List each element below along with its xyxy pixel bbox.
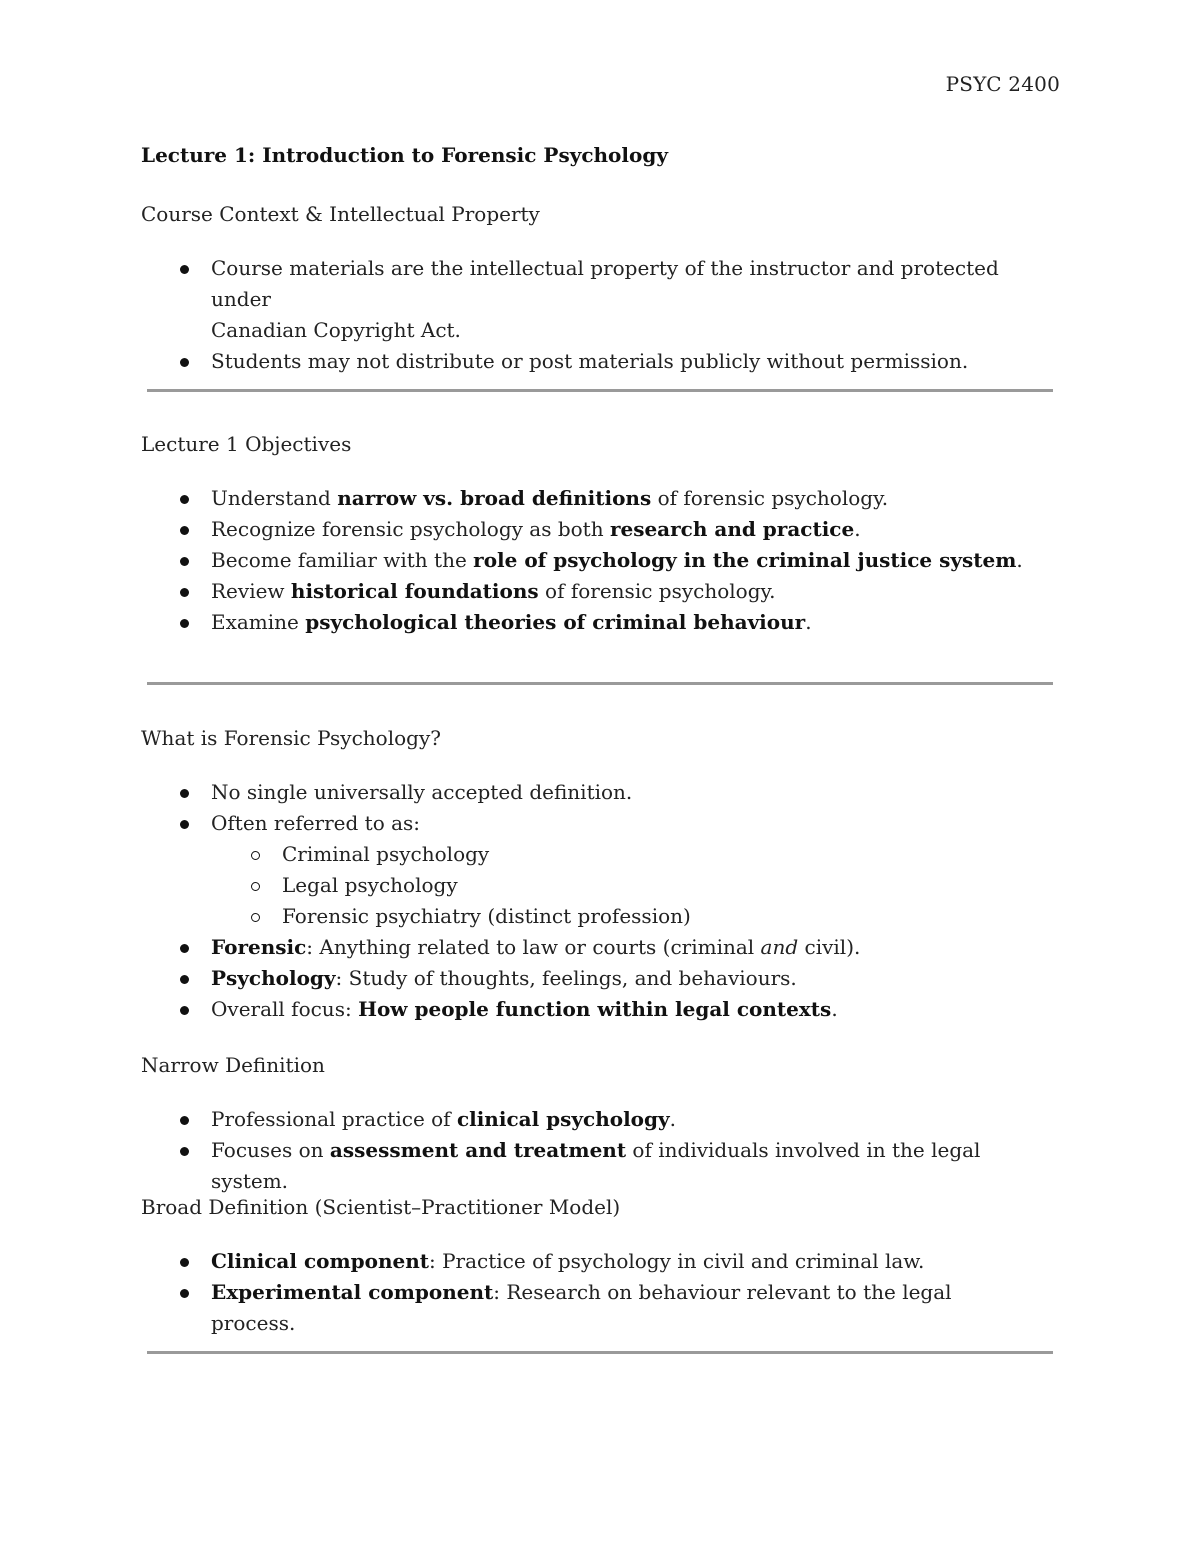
sub-list-item: [211, 839, 1041, 870]
text-run: : Anything related to law or courts (criminal: [306, 935, 761, 959]
section-what-is: [141, 723, 1041, 1025]
sub-list-item: [211, 901, 1041, 932]
italic-text: and: [760, 935, 799, 959]
section-heading: Narrow Definition: [141, 1053, 325, 1077]
list-item-text: Canadian Copyright Act.: [211, 318, 461, 342]
text-run: of individuals involved in the legal system.: [211, 1138, 981, 1193]
text-run: : Study of thoughts, feelings, and behaviours.: [335, 966, 797, 990]
text-run: Become familiar with the: [211, 548, 474, 572]
text-run: Overall focus:: [211, 997, 359, 1021]
list-item: [141, 963, 1041, 994]
section-heading: Course Context & Intellectual Property: [141, 202, 540, 226]
bold-text: historical foundations: [290, 579, 539, 603]
text-run: : Research on behaviour relevant to the legal process.: [211, 1280, 952, 1335]
text-run: Review: [211, 579, 291, 603]
list-item: [141, 1277, 1041, 1339]
bullet-list: [141, 1246, 1041, 1339]
list-item-text: Forensic psychiatry (distinct profession): [282, 904, 691, 928]
bold-text: research and practice: [609, 517, 855, 541]
text-run: .: [854, 517, 861, 541]
list-item: [141, 253, 1041, 346]
list-item: [141, 1104, 1041, 1135]
bold-text: clinical psychology: [456, 1107, 670, 1131]
list-item: [141, 808, 1041, 932]
text-run: .: [805, 610, 812, 634]
bullet-list: [141, 253, 1041, 377]
list-item: [141, 607, 1041, 638]
bullet-list: [141, 483, 1041, 638]
text-run: Examine: [211, 610, 306, 634]
course-code-header: PSYC 2400: [945, 72, 1060, 96]
list-item: [141, 346, 1041, 377]
text-run: Understand: [211, 486, 338, 510]
bold-text: Forensic: [211, 935, 307, 959]
section-divider: [147, 389, 1053, 392]
text-run: Recognize forensic psychology as both: [211, 517, 610, 541]
bold-text: narrow vs. broad definitions: [337, 486, 652, 510]
text-run: of forensic psychology.: [538, 579, 776, 603]
section-heading: What is Forensic Psychology?: [141, 726, 441, 750]
page-title: Lecture 1: Introduction to Forensic Psychology: [141, 143, 668, 167]
list-item: [141, 545, 1041, 576]
list-item-text: Course materials are the intellectual property of the instructor and protected under: [211, 256, 999, 311]
section-course-context: [141, 199, 1041, 377]
list-item: [141, 1246, 1041, 1277]
bold-text: assessment and treatment: [329, 1138, 627, 1162]
list-item: [141, 576, 1041, 607]
text-run: Professional practice of: [211, 1107, 457, 1131]
bold-text: How people function within legal contexts: [358, 997, 832, 1021]
text-run: civil).: [798, 935, 861, 959]
section-objectives: [141, 429, 1041, 638]
list-item: [141, 777, 1041, 808]
list-item: [141, 932, 1041, 963]
list-item: [141, 483, 1041, 514]
list-item-text: Students may not distribute or post materials publicly without permission.: [211, 349, 969, 373]
text-run: .: [1016, 548, 1023, 572]
text-run: .: [831, 997, 838, 1021]
bold-text: role of psychology in the criminal justice system: [473, 548, 1017, 572]
bold-text: Experimental component: [211, 1280, 494, 1304]
list-item-text: Often referred to as:: [211, 811, 421, 835]
list-item: [141, 1135, 1041, 1197]
list-item-text: No single universally accepted definition.: [211, 780, 633, 804]
list-item-text: Legal psychology: [282, 873, 458, 897]
list-item: [141, 994, 1041, 1025]
bold-text: Clinical component: [211, 1249, 429, 1273]
section-heading: Broad Definition (Scientist–Practitioner Model): [141, 1195, 621, 1219]
sub-list-item: [211, 870, 1041, 901]
section-heading: Lecture 1 Objectives: [141, 432, 352, 456]
text-run: .: [669, 1107, 676, 1131]
text-run: : Practice of psychology in civil and criminal law.: [429, 1249, 925, 1273]
bold-text: psychological theories of criminal behaviour: [305, 610, 806, 634]
bold-text: Psychology: [211, 966, 336, 990]
bullet-list: [141, 777, 1041, 1025]
section-divider: [147, 1351, 1053, 1354]
section-broad-definition: [141, 1192, 1041, 1339]
text-run: of forensic psychology.: [651, 486, 889, 510]
list-item-text: Criminal psychology: [282, 842, 490, 866]
text-run: Focuses on: [211, 1138, 330, 1162]
bullet-list: [141, 1104, 1041, 1197]
sub-bullet-list: [211, 839, 1041, 932]
section-divider: [147, 682, 1053, 685]
list-item: [141, 514, 1041, 545]
section-narrow-definition: [141, 1050, 1041, 1197]
